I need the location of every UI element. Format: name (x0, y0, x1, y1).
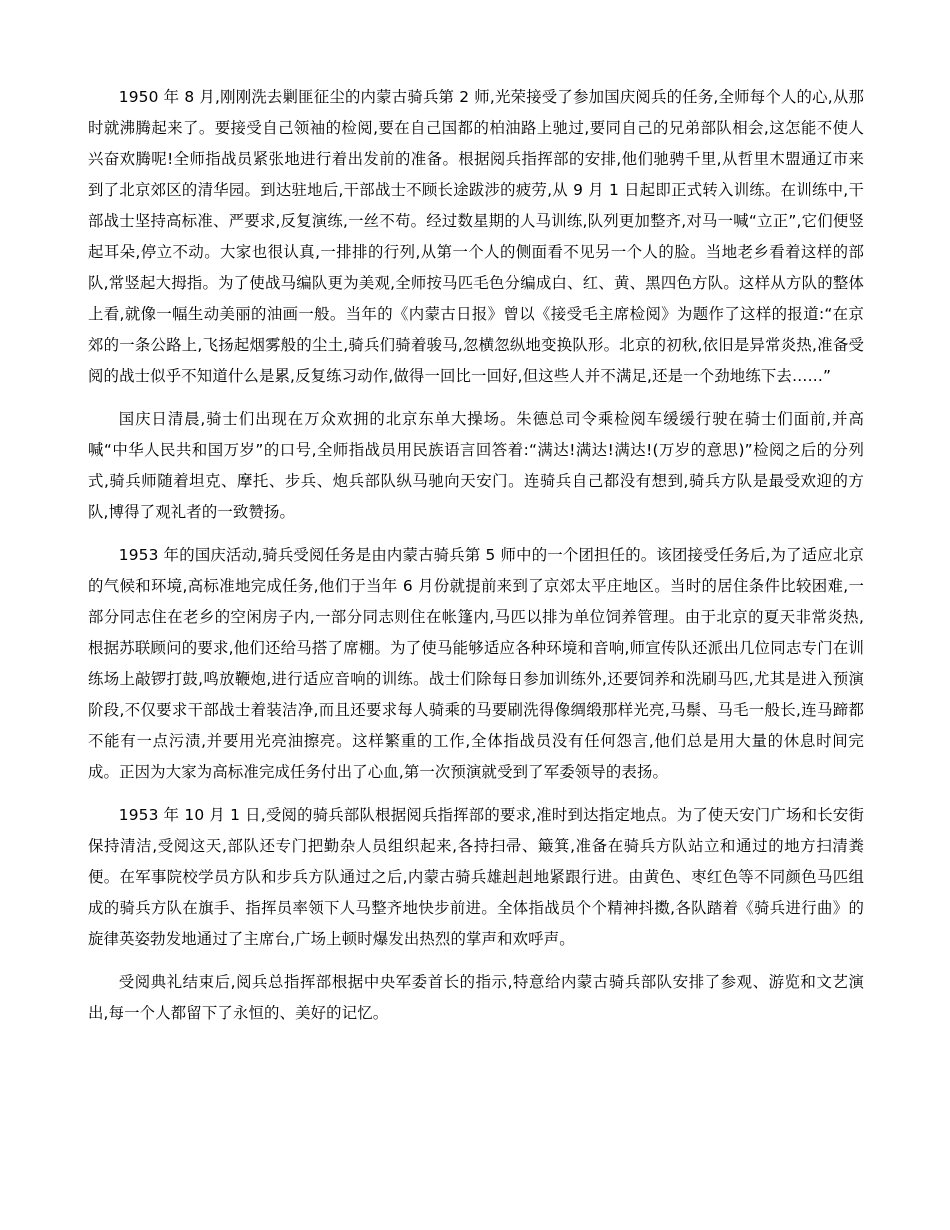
paragraph-national-day-parade: 国庆日清晨,骑士们出现在万众欢拥的北京东单大操场。朱德总司令乘检阅车缓缓行驶在骑士们面前,并高喊“中华人民共和国万岁”的口号,全师指战员用民族语言回答着:“满达!满达!满达!(万岁的意思)”检阅之后的分列式,骑兵师随着坦克、摩托、步兵、炮兵部队纵马驰向天安门。连骑兵自己都没有想到,骑兵方队是最受欢迎的方队,博得了观礼者的一致赞扬。 (88, 410, 864, 521)
paragraph-1953-parade-day: 1953 年 10 月 1 日,受阅的骑兵部队根据阅兵指挥部的要求,准时到达指定地点。为了使天安门广场和长安街保持清洁,受阅这天,部队还专门把勤杂人员组织起来,各持扫帚、簸箕,准备在骑兵方队站立和通过的地方扫清粪便。在军事院校学员方队和步兵方队通过之后,内蒙古骑兵雄赳赳地紧跟行进。由黄色、枣红色等不同颜色马匹组成的骑兵方队在旗手、指挥员率领下人马整齐地快步前进。全体指战员个个精神抖擞,各队踏着《骑兵进行曲》的旋律英姿勃发地通过了主席台,广场上顿时爆发出热烈的掌声和欢呼声。 (88, 806, 864, 948)
paragraph-1950-training: 1950 年 8 月,刚刚洗去剿匪征尘的内蒙古骑兵第 2 师,光荣接受了参加国庆阅兵的任务,全师每个人的心,从那时就沸腾起来了。要接受自己领袖的检阅,要在自己国都的柏油路上驰过,要同自己的兄弟部队相会,这怎能不使人兴奋欢腾呢!全师指战员紧张地进行着出发前的准备。根据阅兵指挥部的安排,他们驰骋千里,从哲里木盟通辽市来到了北京郊区的清华园。到达驻地后,干部战士不顾长途跋涉的疲劳,从 9 月 1 日起即正式转入训练。在训练中,干部战士坚持高标准、严要求,反复演练,一丝不苟。经过数星期的人马训练,队列更加整齐,对马一喊“立正”,它们便竖起耳朵,停立不动。大家也很认真,一排排的行列,从第一个人的侧面看不见另一个人的脸。当地老乡看着这样的部队,常竖起大拇指。为了使战马编队更为美观,全师按马匹毛色分编成白、红、黄、黑四色方队。这样从方队的整体上看,就像一幅生动美丽的油画一般。当年的《内蒙古日报》曾以《接受毛主席检阅》为题作了这样的报道:“在京郊的一条公路上,飞扬起烟雾般的尘土,骑兵们骑着骏马,忽横忽纵地变换队形。北京的初秋,依旧是异常炎热,准备受阅的战士似乎不知道什么是累,反复练习动作,做得一回比一回好,但这些人并不满足,还是一个劲地练下去……” (88, 88, 864, 385)
document-body (88, 82, 864, 1041)
paragraph-after-ceremony: 受阅典礼结束后,阅兵总指挥部根据中央军委首长的指示,特意给内蒙古骑兵部队安排了参观、游览和文艺演出,每一个人都留下了永恒的、美好的记忆。 (88, 973, 864, 1022)
paragraph-1953-preparation: 1953 年的国庆活动,骑兵受阅任务是由内蒙古骑兵第 5 师中的一个团担任的。该团接受任务后,为了适应北京的气候和环境,高标准地完成任务,他们于当年 6 月份就提前来到了京郊太平庄地区。当时的居住条件比较困难,一部分同志住在老乡的空闲房子内,一部分同志则住在帐篷内,马匹以排为单位饲养管理。由于北京的夏天非常炎热,根据苏联顾问的要求,他们还给马搭了席棚。为了使马能够适应各种环境和音响,师宣传队还派出几位同志专门在训练场上敲锣打鼓,鸣放鞭炮,进行适应音响的训练。战士们除每日参加训练外,还要饲养和洗刷马匹,尤其是进入预演阶段,不仅要求干部战士着装洁净,而且还要求每人骑乘的马要刷洗得像绸缎那样光亮,马鬃、马毛一般长,连马蹄都不能有一点污渍,并要用光亮油擦亮。这样繁重的工作,全体指战员没有任何怨言,他们总是用大量的休息时间完成。正因为大家为高标准完成任务付出了心血,第一次预演就受到了军委领导的表扬。 (88, 546, 864, 781)
